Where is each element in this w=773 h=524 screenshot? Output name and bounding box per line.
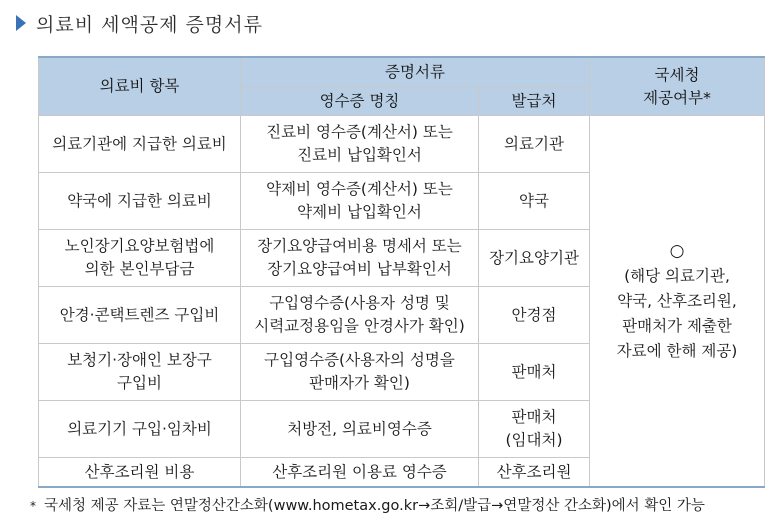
cell-issuer bbox=[479, 401, 590, 458]
header-nts-line2: 제공여부* bbox=[643, 88, 711, 107]
cell-item-line: 약국에 지급한 의료비 bbox=[67, 191, 212, 210]
header-proof-docs: 증명서류 bbox=[241, 57, 590, 87]
footnote-marker: * bbox=[30, 499, 36, 513]
cell-issuer-line: 산후조리원 bbox=[496, 462, 572, 481]
cell-issuer bbox=[479, 173, 590, 230]
cell-receipt-line: 장기요양급여비용 명세서 또는 bbox=[257, 237, 462, 255]
cell-issuer-line: 판매처 bbox=[511, 408, 557, 426]
cell-item-line: 의료기기 구입·임차비 bbox=[67, 419, 212, 438]
cell-issuer-line: 약국 bbox=[519, 191, 549, 210]
table-row bbox=[39, 116, 765, 173]
cell-receipt-line: 구입영수증(사용자의 성명을 bbox=[264, 351, 455, 369]
cell-receipt bbox=[241, 344, 479, 401]
cell-receipt-line: 판매자가 확인) bbox=[309, 374, 410, 392]
medical-expense-proof-table bbox=[38, 56, 765, 488]
cell-nts-provided bbox=[590, 116, 765, 488]
nts-provided-line: 판매처가 제출한 bbox=[622, 316, 732, 335]
cell-receipt bbox=[241, 230, 479, 287]
cell-receipt-line: 약제비 영수증(계산서) 또는 bbox=[266, 180, 453, 198]
header-receipt-name: 영수증 명칭 bbox=[241, 87, 479, 116]
cell-item-line: 산후조리원 비용 bbox=[84, 462, 195, 481]
cell-issuer-line: 의료기관 bbox=[504, 134, 564, 153]
cell-receipt bbox=[241, 458, 479, 488]
nts-provided-line: 약국, 산후조리원, bbox=[617, 291, 737, 310]
cell-receipt-line: 처방전, 의료비영수증 bbox=[287, 419, 432, 438]
cell-issuer bbox=[479, 458, 590, 488]
cell-item bbox=[39, 173, 241, 230]
cell-item bbox=[39, 230, 241, 287]
cell-receipt-line: 구입영수증(사용자 성명 및 bbox=[269, 294, 450, 312]
page-title: 의료비 세액공제 증명서류 bbox=[36, 13, 263, 36]
nts-provided-line: (해당 의료기관, bbox=[624, 266, 730, 285]
cell-issuer-line: (임대처) bbox=[505, 431, 563, 449]
cell-item-line: 안경·콘택트렌즈 구입비 bbox=[59, 305, 220, 324]
cell-issuer bbox=[479, 116, 590, 173]
cell-item-line: 노인장기요양보험법에 bbox=[64, 237, 215, 255]
header-item: 의료비 항목 bbox=[39, 57, 241, 116]
cell-receipt bbox=[241, 287, 479, 344]
cell-item bbox=[39, 458, 241, 488]
cell-issuer bbox=[479, 287, 590, 344]
header-nts-line1: 국세청 bbox=[654, 65, 700, 84]
cell-item bbox=[39, 344, 241, 401]
cell-item bbox=[39, 287, 241, 344]
cell-issuer-line: 판매처 bbox=[511, 362, 557, 381]
cell-item-line: 보청기·장애인 보장구 bbox=[67, 351, 212, 369]
cell-receipt bbox=[241, 116, 479, 173]
cell-item-line: 의한 본인부담금 bbox=[84, 260, 195, 278]
cell-receipt-line: 진료비 납입확인서 bbox=[297, 146, 422, 164]
cell-receipt-line: 산후조리원 이용료 영수증 bbox=[272, 462, 447, 481]
cell-issuer bbox=[479, 344, 590, 401]
circle-mark-icon: ○ bbox=[669, 240, 685, 261]
cell-issuer-line: 장기요양기관 bbox=[489, 248, 579, 267]
cell-receipt bbox=[241, 173, 479, 230]
cell-receipt-line: 장기요양급여비 납부확인서 bbox=[267, 260, 452, 278]
cell-receipt-line: 약제비 납입확인서 bbox=[297, 203, 422, 221]
nts-provided-line: 자료에 한해 제공) bbox=[616, 341, 738, 360]
section-title bbox=[14, 6, 263, 40]
cell-receipt bbox=[241, 401, 479, 458]
cell-item-line: 의료기관에 지급한 의료비 bbox=[52, 134, 227, 153]
cell-item bbox=[39, 401, 241, 458]
cell-receipt-line: 진료비 영수증(계산서) 또는 bbox=[266, 123, 453, 141]
cell-item-line: 구입비 bbox=[117, 374, 162, 392]
footnote bbox=[30, 494, 705, 515]
header-nts bbox=[590, 57, 765, 116]
chevron-right-icon bbox=[14, 14, 28, 32]
header-issuer: 발급처 bbox=[479, 87, 590, 116]
cell-receipt-line: 시력교정용임을 안경사가 확인) bbox=[254, 317, 465, 335]
footnote-text: 국세청 제공 자료는 연말정산간소화(www.hometax.go.kr→조회/발급→연말정산 간소화)에서 확인 가능 bbox=[44, 498, 705, 514]
cell-issuer bbox=[479, 230, 590, 287]
cell-issuer-line: 안경점 bbox=[511, 305, 557, 324]
cell-item bbox=[39, 116, 241, 173]
